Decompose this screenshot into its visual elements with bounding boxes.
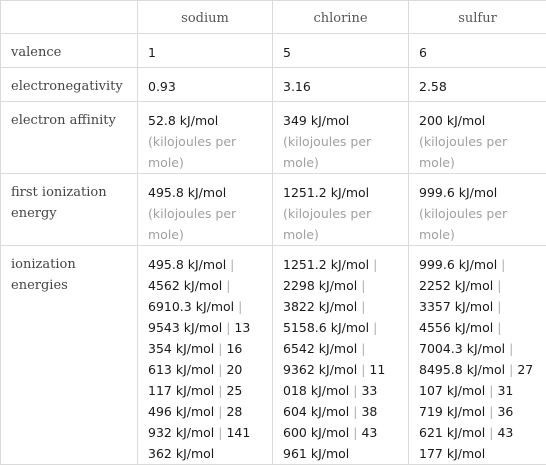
row-header-electronegativity: electronegativity	[1, 68, 138, 102]
cell-electron-affinity-sodium	[138, 102, 273, 174]
value-separator: |	[349, 383, 361, 398]
cell-first-ionization-sulfur	[409, 174, 546, 246]
row-header-first-ionization-energy: first ionization energy	[1, 174, 138, 246]
ionization-energy-value: 31 719 kJ/mol	[419, 383, 513, 419]
ionization-energy-value: 3357 kJ/mol	[419, 299, 493, 314]
value-separator: |	[226, 257, 234, 272]
value-separator: |	[505, 362, 517, 377]
ionization-energy-value: 43 177 kJ/mol	[419, 425, 513, 461]
table-row-first-ionization-energy	[1, 174, 546, 246]
table-row-electron-affinity	[1, 102, 546, 174]
ionization-energy-value: 1251.2 kJ/mol	[283, 257, 369, 272]
unit-note: (kilojoules per mole)	[148, 131, 262, 173]
value-separator: |	[214, 341, 226, 356]
value-separator: |	[493, 278, 501, 293]
value-separator: |	[369, 257, 377, 272]
value-separator: |	[357, 362, 369, 377]
table-row-ionization-energies	[1, 246, 546, 465]
ionization-energy-value: 4556 kJ/mol	[419, 320, 493, 335]
value-text: 200 kJ/mol	[419, 113, 485, 128]
ionization-energy-value: 6542 kJ/mol	[283, 341, 357, 356]
unit-note: (kilojoules per mole)	[419, 203, 536, 245]
value-separator: |	[349, 404, 361, 419]
unit-note: (kilojoules per mole)	[148, 203, 262, 245]
row-header-valence: valence	[1, 34, 138, 68]
table-row-electronegativity	[1, 68, 546, 102]
ionization-energy-value: 36 621 kJ/mol	[419, 404, 513, 440]
cell-electronegativity-chlorine: 3.16	[273, 68, 409, 102]
value-separator: |	[214, 404, 226, 419]
row-header-ionization-energies: ionization energies	[1, 246, 138, 465]
value-text: 1251.2 kJ/mol	[283, 185, 369, 200]
value-text: 349 kJ/mol	[283, 113, 349, 128]
ionization-energy-value: 9543 kJ/mol	[148, 320, 222, 335]
cell-electron-affinity-chlorine	[273, 102, 409, 174]
ionization-energy-value: 11 018 kJ/mol	[283, 362, 385, 398]
value-separator: |	[485, 404, 497, 419]
ionization-energy-value: 999.6 kJ/mol	[419, 257, 497, 272]
cell-ionization-energies-sodium	[138, 246, 273, 465]
value-separator: |	[234, 299, 242, 314]
ionization-energy-value: 43 961 kJ/mol	[283, 425, 377, 461]
ionization-energy-value: 141 362 kJ/mol	[148, 425, 250, 461]
value-separator: |	[493, 320, 501, 335]
value-text: 52.8 kJ/mol	[148, 113, 218, 128]
corner-cell	[1, 1, 138, 34]
ionization-energy-value: 495.8 kJ/mol	[148, 257, 226, 272]
value-separator: |	[357, 341, 365, 356]
ionization-energy-value: 16 613 kJ/mol	[148, 341, 242, 377]
cell-valence-sulfur: 6	[409, 34, 546, 68]
cell-first-ionization-chlorine	[273, 174, 409, 246]
value-text: 999.6 kJ/mol	[419, 185, 497, 200]
value-separator: |	[214, 383, 226, 398]
value-separator: |	[485, 425, 497, 440]
unit-note: (kilojoules per mole)	[419, 131, 536, 173]
column-header-sulfur: sulfur	[409, 1, 546, 34]
ionization-energy-value: 7004.3 kJ/mol	[419, 341, 505, 356]
cell-valence-chlorine: 5	[273, 34, 409, 68]
cell-valence-sodium: 1	[138, 34, 273, 68]
unit-note: (kilojoules per mole)	[283, 131, 398, 173]
ionization-energy-value: 25 496 kJ/mol	[148, 383, 242, 419]
value-separator: |	[493, 299, 501, 314]
cell-electronegativity-sodium: 0.93	[138, 68, 273, 102]
ionization-energy-value: 2298 kJ/mol	[283, 278, 357, 293]
value-separator: |	[357, 299, 365, 314]
cell-electron-affinity-sulfur	[409, 102, 546, 174]
ionization-energy-value: 28 932 kJ/mol	[148, 404, 242, 440]
ionization-energy-value: 9362 kJ/mol	[283, 362, 357, 377]
header-row	[1, 1, 546, 34]
cell-ionization-energies-chlorine	[273, 246, 409, 465]
ionization-energy-value: 6910.3 kJ/mol	[148, 299, 234, 314]
column-header-chlorine: chlorine	[273, 1, 409, 34]
value-separator: |	[214, 362, 226, 377]
ionization-energy-value: 3822 kJ/mol	[283, 299, 357, 314]
value-separator: |	[357, 278, 365, 293]
ionization-energy-value: 33 604 kJ/mol	[283, 383, 377, 419]
value-separator: |	[497, 257, 505, 272]
value-separator: |	[214, 425, 226, 440]
value-separator: |	[349, 425, 361, 440]
unit-note: (kilojoules per mole)	[283, 203, 398, 245]
ionization-energy-value: 4562 kJ/mol	[148, 278, 222, 293]
ionization-energy-value: 8495.8 kJ/mol	[419, 362, 505, 377]
value-separator: |	[222, 320, 234, 335]
cell-first-ionization-sodium	[138, 174, 273, 246]
column-header-sodium: sodium	[138, 1, 273, 34]
ionization-energy-value: 2252 kJ/mol	[419, 278, 493, 293]
value-text: 495.8 kJ/mol	[148, 185, 226, 200]
value-separator: |	[222, 278, 230, 293]
ionization-energy-value: 13 354 kJ/mol	[148, 320, 250, 356]
cell-electronegativity-sulfur: 2.58	[409, 68, 546, 102]
value-separator: |	[369, 320, 377, 335]
ionization-energy-value: 20 117 kJ/mol	[148, 362, 242, 398]
ionization-energy-value: 5158.6 kJ/mol	[283, 320, 369, 335]
row-header-electron-affinity: electron affinity	[1, 102, 138, 174]
table-row-valence	[1, 34, 546, 68]
value-separator: |	[485, 383, 497, 398]
ionization-energy-value: 38 600 kJ/mol	[283, 404, 377, 440]
value-separator: |	[505, 341, 513, 356]
cell-ionization-energies-sulfur	[409, 246, 546, 465]
ionization-energy-value: 27 107 kJ/mol	[419, 362, 533, 398]
